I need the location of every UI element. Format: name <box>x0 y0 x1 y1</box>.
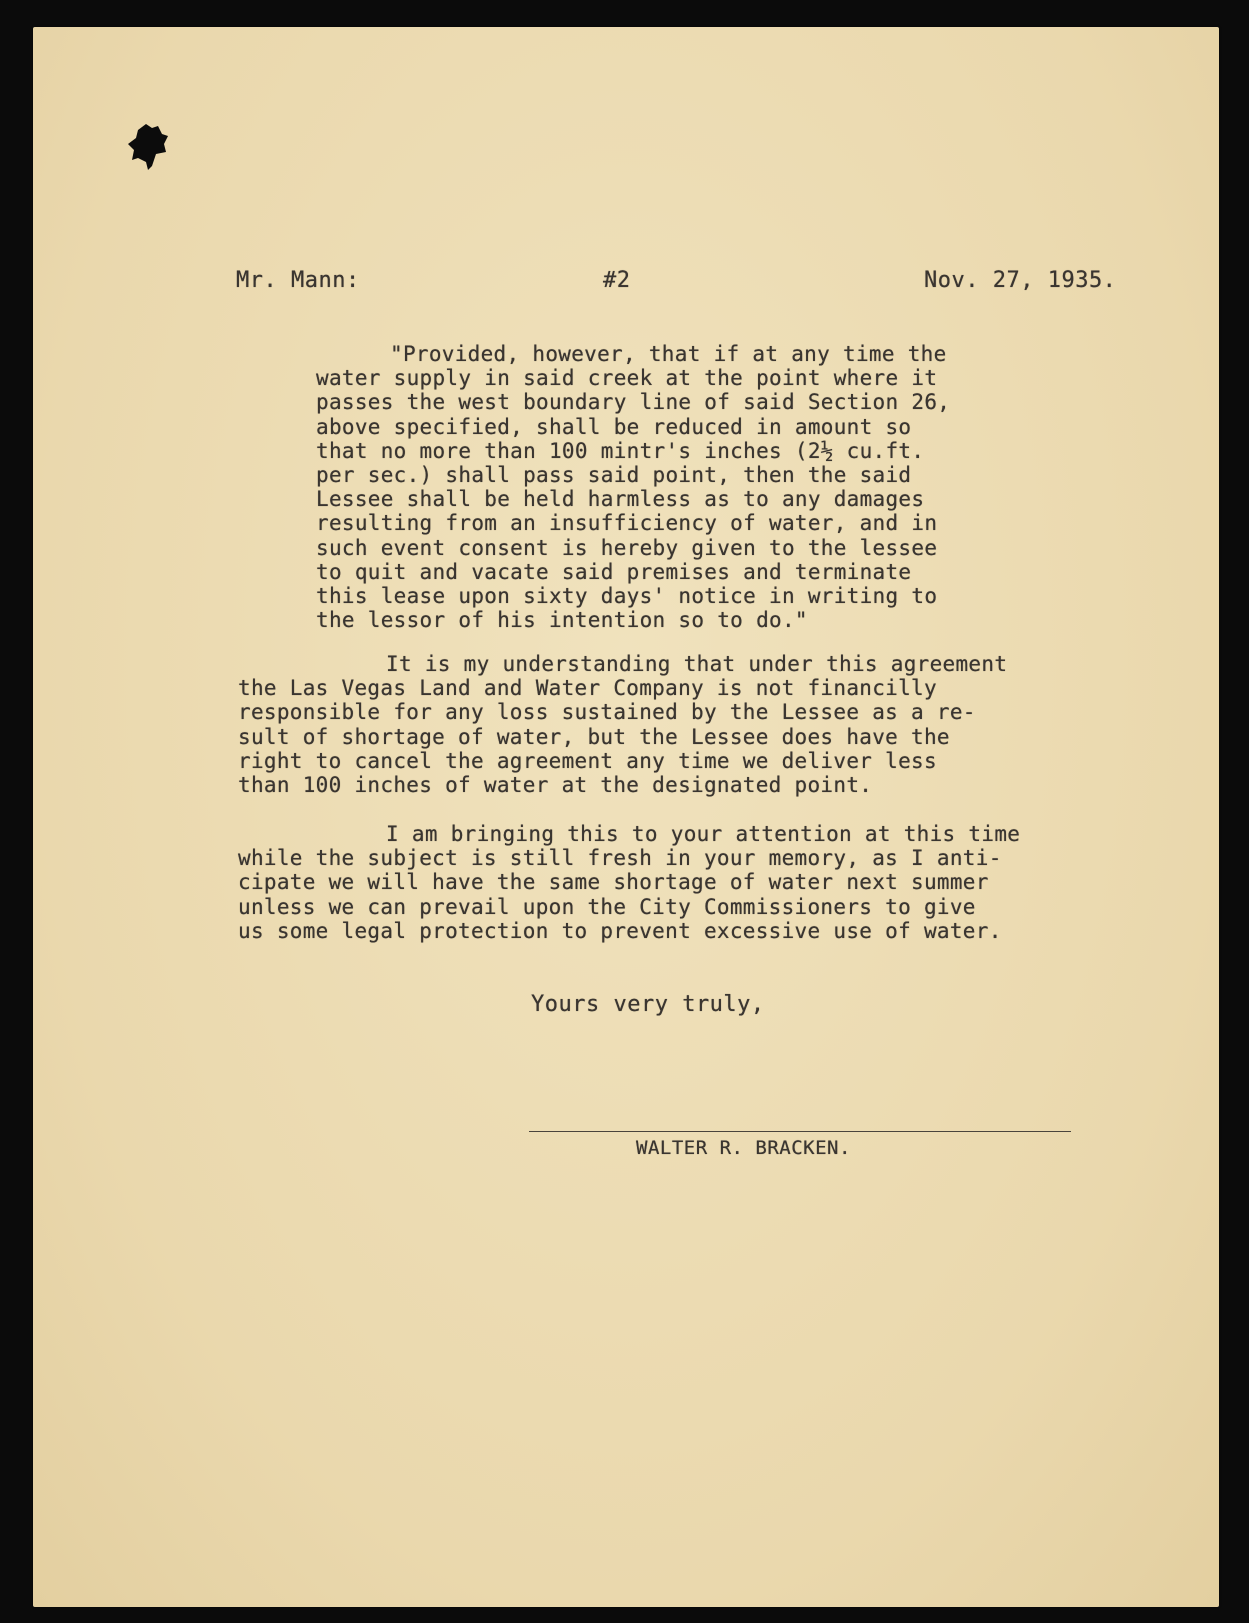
paragraph-attention <box>238 822 1020 943</box>
quote-line: Lessee shall be held harmless as to any damages <box>316 487 925 512</box>
letter-page <box>33 27 1219 1607</box>
paragraph-line: while the subject is still fresh in your memory, as I anti- <box>238 846 1002 871</box>
quote-line: per sec.) shall pass said point, then the said <box>316 463 912 488</box>
signature-name: WALTER R. BRACKEN. <box>636 1137 851 1159</box>
quote-line: the lessor of his intention so to do." <box>316 608 808 633</box>
quote-line: that no more than 100 mintr's inches (2½ cu.ft. <box>316 438 925 463</box>
paragraph-understanding <box>238 652 1007 797</box>
paragraph-line: It is my understanding that under this agreement <box>386 652 1008 676</box>
paragraph-line: responsible for any loss sustained by the Lessee as a re- <box>238 700 976 725</box>
paragraph-line: I am bringing this to your attention at this time <box>386 822 1021 846</box>
paragraph-line: unless we can prevail upon the City Commissioners to give <box>238 894 976 919</box>
page-number: #2 <box>603 268 631 293</box>
letter-date: Nov. 27, 1935. <box>924 268 1117 293</box>
quote-line: such event consent is hereby given to the lessee <box>316 535 938 560</box>
quote-line: this lease upon sixty days' notice in writing to <box>316 584 938 609</box>
punch-hole-mark <box>128 122 168 172</box>
quoted-lease-clause <box>316 342 950 632</box>
paragraph-line: sult of shortage of water, but the Lessee does have the <box>238 724 950 749</box>
signature-line <box>529 1131 1071 1132</box>
quote-line: to quit and vacate said premises and terminate <box>316 559 912 584</box>
quote-line: passes the west boundary line of said Section 26, <box>316 390 951 415</box>
paragraph-line: the Las Vegas Land and Water Company is not financilly <box>238 676 937 701</box>
paragraph-line: than 100 inches of water at the designated point. <box>238 773 873 798</box>
paragraph-line: cipate we will have the same shortage of water next summer <box>238 870 989 895</box>
closing: Yours very truly, <box>531 992 765 1017</box>
paragraph-line: us some legal protection to prevent excessive use of water. <box>238 918 1002 943</box>
quote-line: "Provided, however, that if at any time the <box>390 342 947 366</box>
quote-line: above specified, shall be reduced in amount so <box>316 414 912 439</box>
salutation: Mr. Mann: <box>236 268 360 293</box>
quote-line: water supply in said creek at the point where it <box>316 366 938 391</box>
quote-line: resulting from an insufficiency of water, and in <box>316 511 938 536</box>
paragraph-line: right to cancel the agreement any time we deliver less <box>238 748 937 773</box>
